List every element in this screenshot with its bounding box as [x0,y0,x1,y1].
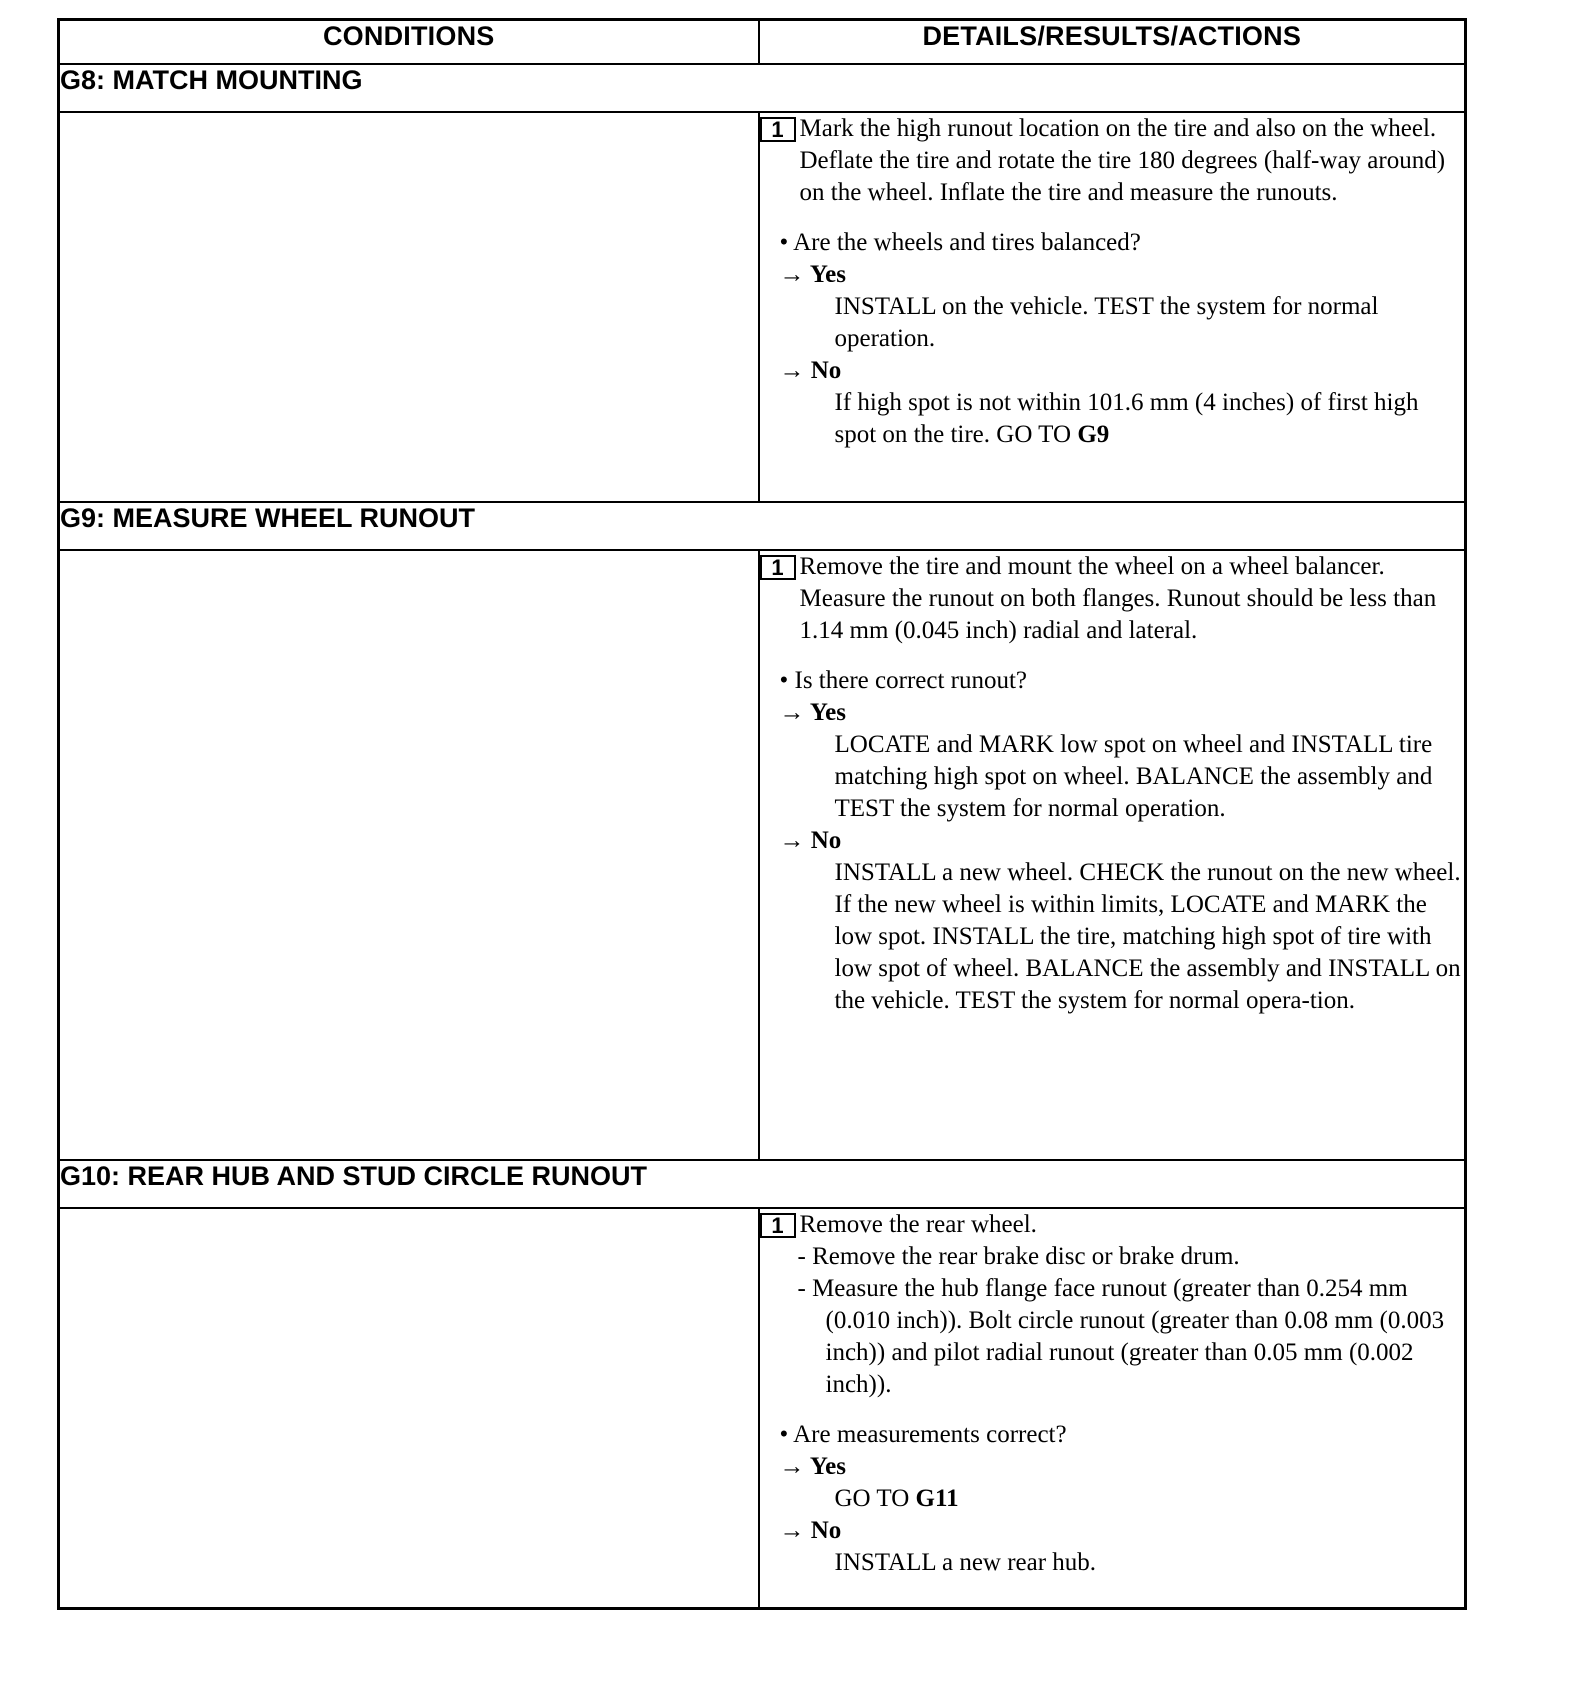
details-cell-g10 [759,1208,1466,1608]
no-label: → No [779,1517,842,1544]
step-number-box: 1 [760,1213,796,1238]
step-g9-1 [760,551,1465,647]
goto-link-g11[interactable]: G11 [915,1485,959,1512]
no-action [760,387,1465,451]
step-row-g10 [59,1208,1466,1608]
section-row-g8 [59,64,1466,112]
step-text: Remove the rear wheel. [799,1211,1037,1238]
question-text: • Are measurements correct? [779,1421,1067,1448]
yes-label: → Yes [779,1453,846,1480]
diagnostic-page [57,18,1464,1610]
goto-link-g9[interactable]: G9 [1077,421,1110,448]
conditions-header: CONDITIONS [59,20,759,65]
substep-2: - Measure the hub flange face runout (greater than 0.254 mm (0.010 inch)). Bolt circle runout (greater than 0.08 mm (0.003 inch)) and pilot radial runout (greater than 0.05 mm (0.002 inch)). [797,1275,1445,1398]
section-row-g10 [59,1160,1466,1208]
step-row-g9 [59,550,1466,1160]
details-cell-g8 [759,112,1466,502]
conditions-cell-g10 [59,1208,759,1608]
yes-action: LOCATE and MARK low spot on wheel and INSTALL tire matching high spot on wheel. BALANCE the assembly and TEST the system for normal operation. [834,731,1433,822]
yes-action: INSTALL on the vehicle. TEST the system for normal operation. [834,293,1379,352]
no-action: INSTALL a new rear hub. [834,1549,1097,1576]
section-title-g8: G8: MATCH MOUNTING [59,64,1466,112]
step-g8-1 [760,113,1465,209]
no-action: INSTALL a new wheel. CHECK the runout on the new wheel. If the new wheel is within limits, LOCATE and MARK the low spot. INSTALL the tire, matching high spot of tire with low spot of wheel. BALANCE the assembly and INSTALL on the vehicle. TEST the system for normal opera-tion. [834,859,1461,1014]
step-text: Remove the tire and mount the wheel on a wheel balancer. Measure the runout on both flanges. Runout should be less than 1.14 mm (0.045 inch) radial and lateral. [799,553,1437,644]
no-action-text: If high spot is not within 101.6 mm (4 inches) of first high spot on the tire. GO TO [834,389,1419,448]
yes-label: → Yes [779,699,846,726]
step-text: Mark the high runout location on the tire and also on the wheel. Deflate the tire and rotate the tire 180 degrees (half-way around) on the wheel. Inflate the tire and measure the runouts. [799,115,1446,206]
details-header: DETAILS/RESULTS/ACTIONS [759,20,1466,65]
question-text: • Is there correct runout? [779,667,1028,694]
section-row-g9 [59,502,1466,550]
no-label: → No [779,357,842,384]
question-text: • Are the wheels and tires balanced? [779,229,1141,256]
yes-action [760,1483,1465,1515]
step-g10-1 [760,1209,1465,1241]
substep-1: - Remove the rear brake disc or brake drum. [797,1243,1240,1270]
details-cell-g9 [759,550,1466,1160]
yes-action-text: GO TO [834,1485,910,1512]
section-title-g10: G10: REAR HUB AND STUD CIRCLE RUNOUT [59,1160,1466,1208]
conditions-cell-g9 [59,550,759,1160]
step-number-box: 1 [760,117,796,142]
no-label: → No [779,827,842,854]
conditions-cell-g8 [59,112,759,502]
section-title-g9: G9: MEASURE WHEEL RUNOUT [59,502,1466,550]
diagnostic-table [57,18,1467,1610]
step-row-g8 [59,112,1466,502]
yes-label: → Yes [779,261,846,288]
step-number-box: 1 [760,555,796,580]
table-header-row [59,20,1466,65]
